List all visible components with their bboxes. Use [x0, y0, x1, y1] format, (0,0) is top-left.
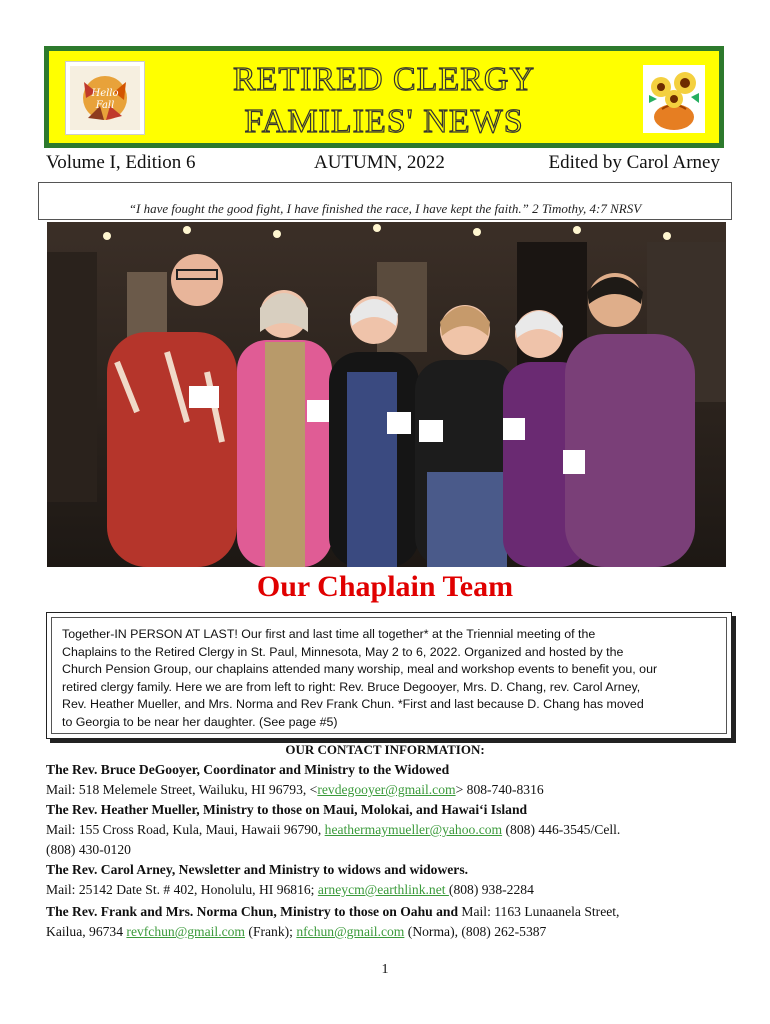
svg-text:Fall: Fall [95, 100, 115, 111]
editor-credit: Edited by Carol Arney [548, 152, 720, 173]
contact-name: The Rev. Bruce DeGooyer, Coordinator and Ministry to the Widowed [46, 762, 450, 777]
chaplain-team-photo [47, 222, 726, 567]
caption-line: retired clergy family. Here we are from left to right: Rev. Bruce Degooyer, Mrs. D. Chang, rev. Carol Arney, [62, 679, 641, 694]
contact-phone: (808) 430-0120 [46, 842, 131, 857]
contact-mail: Mail: 155 Cross Road, Kula, Maui, Hawaii 96790, heathermaymueller@yahoo.com (808) 446-3545/Cell. [46, 822, 621, 837]
contact-mail: Mail: 518 Melemele Street, Wailuku, HI 96793, <revdegooyer@gmail.com> 808-740-8316 [46, 782, 544, 797]
logo-hello-text: Hello [91, 88, 119, 99]
photo-caption [62, 626, 716, 732]
caption-line: Together-IN PERSON AT LAST! Our first and last time all together* at the Triennial meeting of the [62, 627, 596, 641]
contact-heading: OUR CONTACT INFORMATION: [285, 742, 485, 757]
contact-name: The Rev. Carol Arney, Newsletter and Ministry to widows and widowers. [46, 862, 469, 877]
caption-line: to Georgia to be near her daughter. (See page #5) [62, 714, 338, 729]
email-link[interactable]: heathermaymueller@yahoo.com [324, 822, 503, 837]
section-title: Our Chaplain Team [256, 570, 514, 603]
email-link[interactable]: arneycm@earthlink.net [317, 882, 449, 897]
contact-heather [46, 800, 736, 860]
scripture-quote: “I have fought the good fight, I have finished the race, I have kept the faith.” 2 Timothy, 4:7 NRSV [128, 201, 642, 216]
contact-frank [46, 902, 736, 942]
contact-mail: Mail: 1163 Lunaanela Street, [458, 904, 620, 919]
caption-line: Chaplains to the Retired Clergy in St. Paul, Minnesota, May 2 to 6, 2022. Organized and hosted by the [62, 644, 624, 659]
caption-line: Rev. Heather Mueller, and Mrs. Norma and Rev Frank Chun. *First and last because D. Chang has moved [62, 697, 644, 712]
masthead [44, 46, 724, 148]
page-number: 1 [381, 962, 389, 977]
newsletter-title-line-1: RETIRED CLERGY [232, 61, 536, 98]
caption-inner-border [51, 617, 727, 734]
masthead-banner [49, 51, 719, 143]
volume-edition: Volume I, Edition 6 [46, 152, 196, 173]
quote-box [38, 182, 732, 220]
email-link[interactable]: revfchun@gmail.com [126, 924, 246, 939]
contact-name: The Rev. Heather Mueller, Ministry to those on Maui, Molokai, and Hawai‘i Island [46, 802, 528, 817]
contact-bruce [46, 760, 736, 800]
contact-name: The Rev. Frank and Mrs. Norma Chun, Ministry to those on Oahu and [46, 904, 459, 919]
contact-mail-line2: Kailua, 96734 revfchun@gmail.com (Frank); nfchun@gmail.com (Norma), (808) 262-5387 [46, 924, 547, 939]
caption-box [46, 612, 732, 739]
contact-carol [46, 860, 736, 900]
caption-line: Church Pension Group, our chaplains attended many worship, meal and workshop events to benefit you, our [62, 662, 658, 677]
season-date: AUTUMN, 2022 [314, 152, 445, 173]
newsletter-title-line-2: FAMILIES' NEWS [244, 103, 524, 140]
contact-mail: Mail: 25142 Date St. # 402, Honolulu, HI 96816; arneycm@earthlink.net (808) 938-2284 [46, 882, 534, 897]
email-link[interactable]: nfchun@gmail.com [296, 924, 405, 939]
sunflower-pumpkin-image [643, 65, 705, 133]
email-link[interactable]: revdegooyer@gmail.com [317, 782, 456, 797]
edition-row [46, 152, 722, 176]
